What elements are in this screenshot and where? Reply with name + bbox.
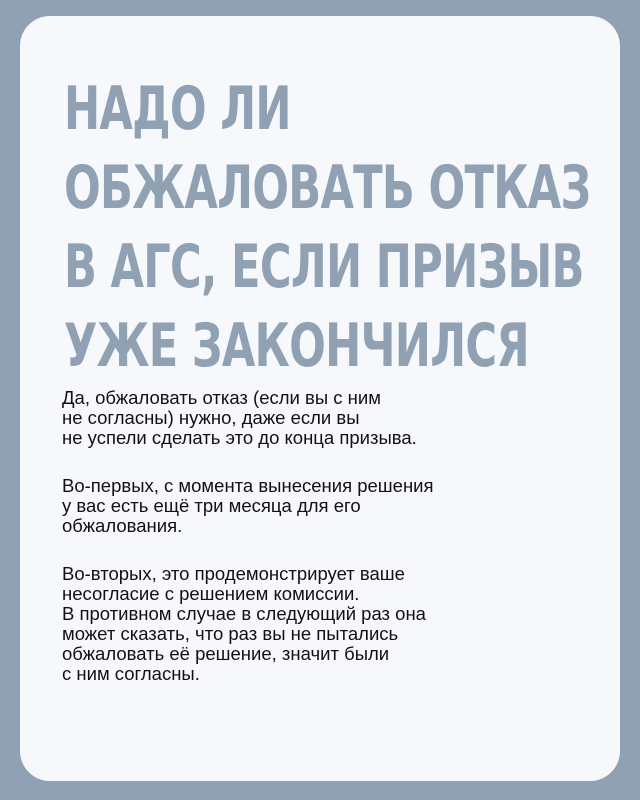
title-line: В АГС, ЕСЛИ ПРИЗЫВ <box>64 232 584 302</box>
text-line: не успели сделать это до конца призыва. <box>62 427 417 448</box>
page-title <box>64 70 591 386</box>
text-line: обжалования. <box>62 515 183 536</box>
paragraph-first-reason <box>62 476 582 536</box>
text-line: несогласие с решением комиссии. <box>62 583 360 604</box>
text-line: Во-первых, с момента вынесения решения <box>62 475 434 496</box>
title-line: УЖЕ ЗАКОНЧИЛСЯ <box>64 311 529 381</box>
text-line: обжаловать её решение, значит были <box>62 643 390 664</box>
text-line: у вас есть ещё три месяца для его <box>62 495 361 516</box>
title-line: ОБЖАЛОВАТЬ ОТКАЗ <box>64 153 591 223</box>
title-line: НАДО ЛИ <box>64 74 291 144</box>
paragraph-second-reason <box>62 564 582 684</box>
text-line: не согласны) нужно, даже если вы <box>62 407 360 428</box>
text-line: Во-вторых, это продемонстрирует ваше <box>62 563 405 584</box>
content-card <box>20 16 620 781</box>
text-line: может сказать, что раз вы не пытались <box>62 623 399 644</box>
text-line: с ним согласны. <box>62 663 200 684</box>
paragraph-answer <box>62 388 582 448</box>
text-line: В противном случае в следующий раз она <box>62 603 426 624</box>
body-text <box>62 388 582 712</box>
text-line: Да, обжаловать отказ (если вы с ним <box>62 387 381 408</box>
